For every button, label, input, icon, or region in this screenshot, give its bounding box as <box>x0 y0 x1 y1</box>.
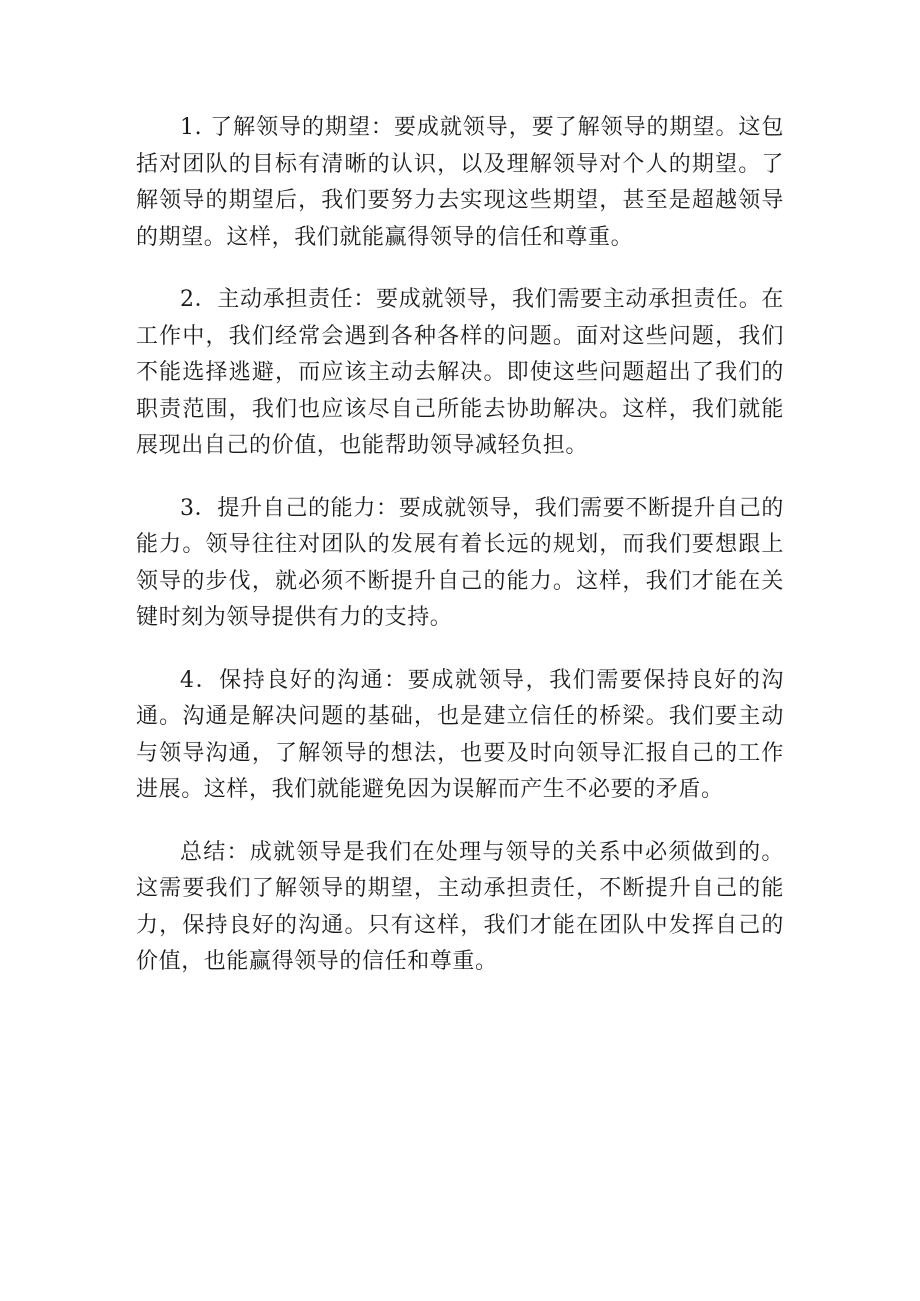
paragraph-summary: 总结：成就领导是我们在处理与领导的关系中必须做到的。这需要我们了解领导的期望，主动承担责任，不断提升自己的能力，保持良好的沟通。只有这样，我们才能在团队中发挥自己的价值，也能赢得领导的信任和尊重。 <box>136 839 784 974</box>
document-body <box>136 110 784 1007</box>
paragraph-4: 4．保持良好的沟通：要成就领导，我们需要保持良好的沟通。沟通是解决问题的基础，也是建立信任的桥梁。我们要主动与领导沟通，了解领导的想法，也要及时向领导汇报自己的工作进展。这样，我们就能避免因为误解而产生不必要的矛盾。 <box>136 667 784 802</box>
paragraph-1: 1. 了解领导的期望：要成就领导，要了解领导的期望。这包括对团队的目标有清晰的认识，以及理解领导对个人的期望。了解领导的期望后，我们要努力去实现这些期望，甚至是超越领导的期望。这样，我们就能赢得领导的信任和尊重。 <box>136 115 784 250</box>
paragraph-2: 2．主动承担责任：要成就领导，我们需要主动承担责任。在工作中，我们经常会遇到各种各样的问题。面对这些问题，我们不能选择逃避，而应该主动去解决。即使这些问题超出了我们的职责范围，我们也应该尽自己所能去协助解决。这样，我们就能展现出自己的价值，也能帮助领导减轻负担。 <box>136 287 784 458</box>
paragraph-3: 3．提升自己的能力：要成就领导，我们需要不断提升自己的能力。领导往往对团队的发展有着长远的规划，而我们要想跟上领导的步伐，就必须不断提升自己的能力。这样，我们才能在关键时刻为领导提供有力的支持。 <box>136 495 784 630</box>
